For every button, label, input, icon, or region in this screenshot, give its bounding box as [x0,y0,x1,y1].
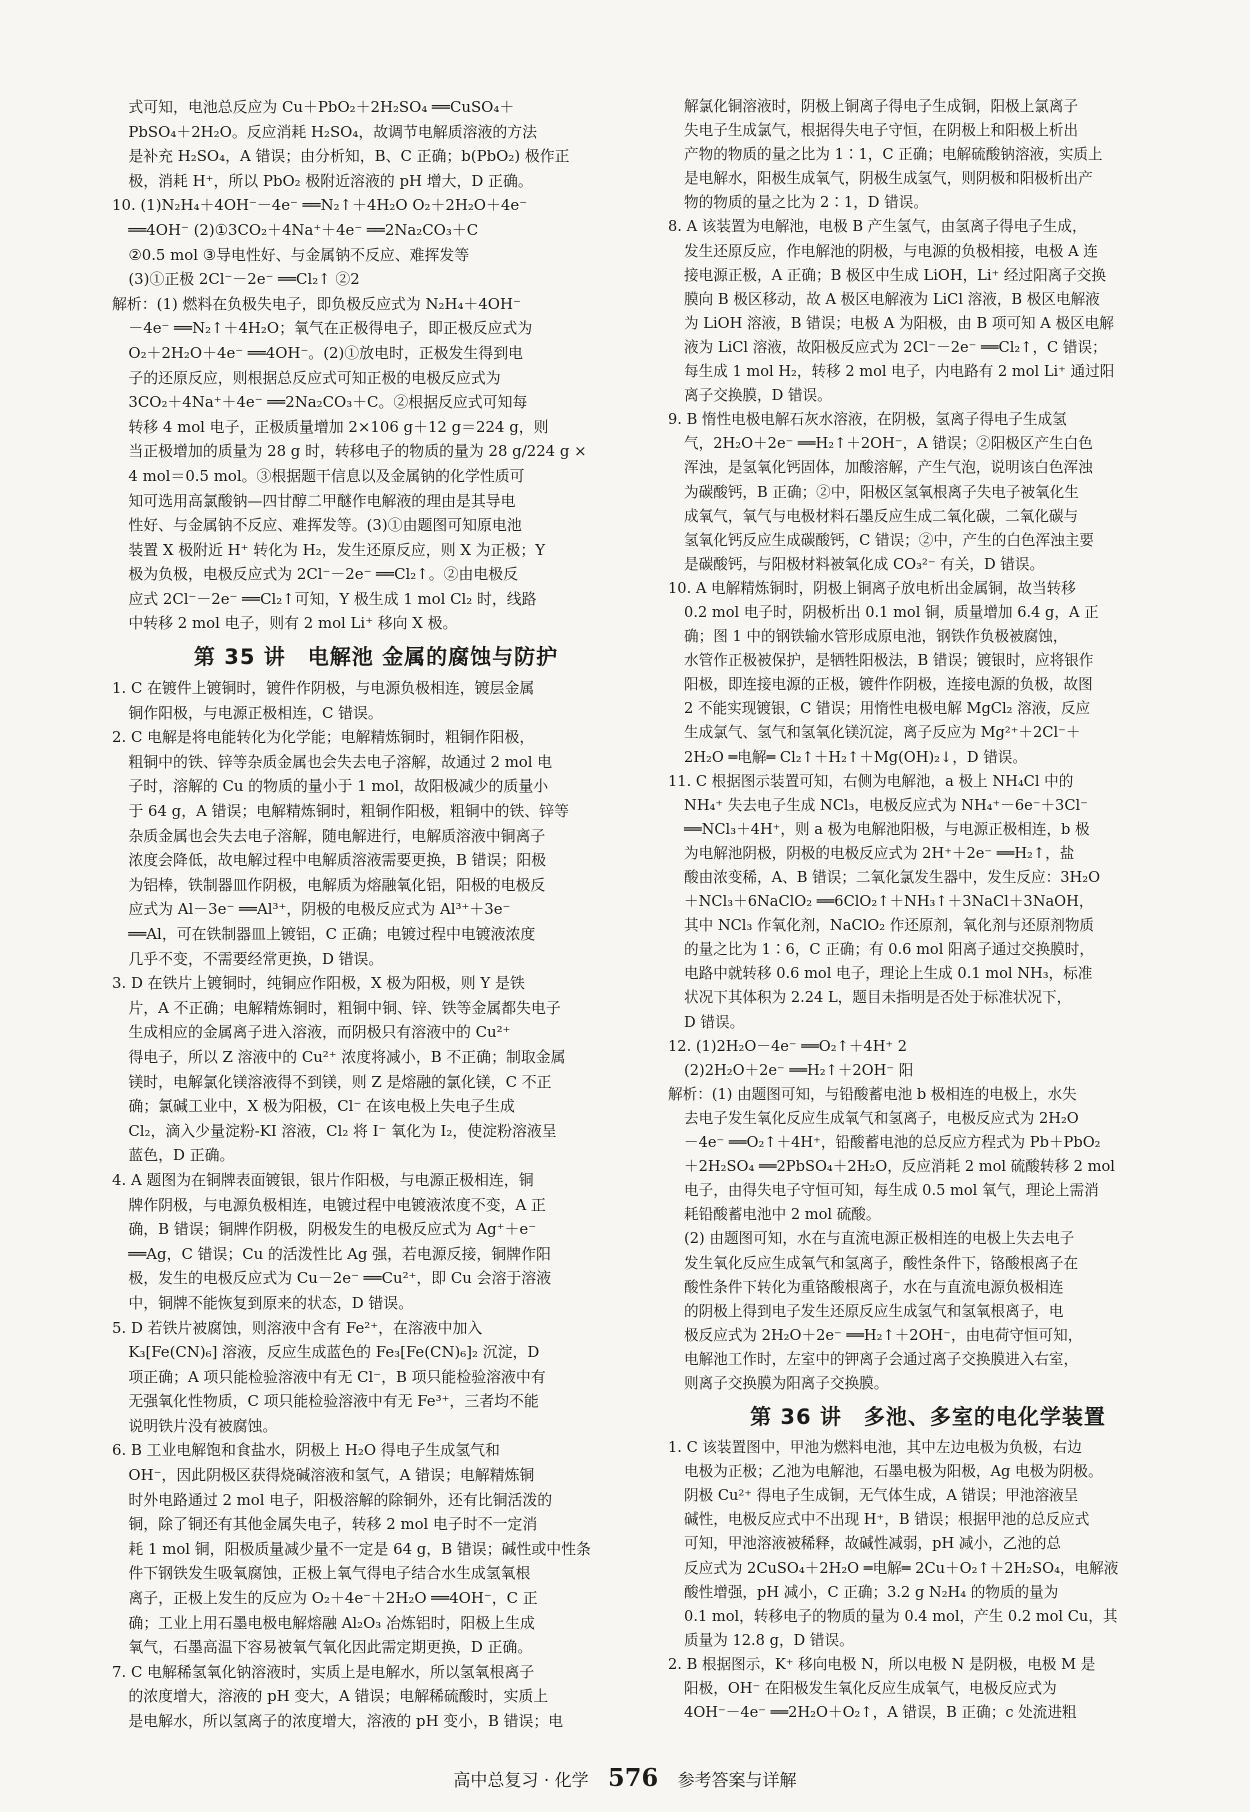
text-line: 2. C 电解是将电能转化为化学能；电解精炼铜时，粗铜作阳极， [112,728,535,747]
text-line: 8. A 该装置为电解池，电极 B 产生氢气，由氢离子得电子生成， [668,218,1087,236]
text-line: 时外电路通过 2 mol 电子，阳极溶解的除铜外，还有比铜活泼的 [128,1490,553,1509]
text-line: 膜向 B 极区移动，故 A 极区电解液为 LiCl 溶液，B 极区电解液 [684,290,1100,308]
text-line: D 错误。 [684,1013,745,1031]
text-line: 12. (1)2H₂O－4e⁻ ══O₂↑＋4H⁺ 2 [668,1037,908,1055]
text-line: 粗铜中的铁、锌等杂质金属也会失去电子溶解，故通过 2 mol 电 [128,752,553,771]
text-line: 是电解水，阳极生成氧气，阴极生成氢气，则阴极和阳极析出产 [684,170,1093,188]
text-line: 为 LiOH 溶液，B 错误；电极 A 为阳极，由 B 项可知 A 极区电解 [684,314,1114,332]
text-line: 于 64 g，A 错误；电解精炼铜时，粗铜作阳极，粗铜中的铁、锌等 [128,802,569,821]
text-line: 11. C 根据图示装置可知，右侧为电解池，a 极上 NH₄Cl 中的 [668,772,1074,790]
text-line: 确；工业上用石墨电极电解熔融 Al₂O₃ 冶炼铝时，阳极上生成 [128,1613,535,1632]
text-line: 项正确；A 项只能检验溶液中有无 Cl⁻，B 项只能检验溶液中有 [128,1367,546,1386]
text-line: 10. A 电解精炼铜时，阴极上铜离子放电析出金属铜，故当转移 [668,579,1076,597]
text-line: 可知，甲池溶液被稀释，故碱性减弱，pH 减小，乙池的总 [684,1535,1062,1553]
text-line: 为铝棒，铁制器皿作阴极，电解质为熔融氧化铝，阳极的电极反 [128,875,546,894]
text-line: 的量之比为 1∶6，C 正确；有 0.6 mol 阳离子通过交换膜时， [684,941,1094,959]
text-line: 转移 4 mol 电子，正极质量增加 2×106 g＋12 g＝224 g，则 [128,417,549,436]
text-line: 酸性条件下转化为重铬酸根离子，水在与直流电源负极相连 [684,1278,1064,1296]
text-line: 10. (1)N₂H₄＋4OH⁻－4e⁻ ══N₂↑＋4H₂O O₂＋2H₂O＋4e⁻ [112,196,528,215]
text-line: 5. D 若铁片被腐蚀，则溶液中含有 Fe²⁺，在溶液中加入 [112,1318,483,1337]
text-line: 应式为 Al－3e⁻ ══Al³⁺，阴极的电极反应式为 Al³⁺＋3e⁻ [128,900,511,919]
text-line: 确；氯碱工业中，X 极为阳极，Cl⁻ 在该电极上失电子生成 [128,1097,515,1116]
right-answers-block [668,1436,1188,1725]
text-line: 产物的物质的量之比为 1∶1，C 正确；电解硫酸钠溶液，实质上 [684,146,1103,164]
text-line: 接电源正极，A 正确；B 极区中生成 LiOH，Li⁺ 经过阳离子交换 [684,266,1107,284]
text-line: 浓度会降低，故电解过程中电解质溶液需要更换，B 错误；阳极 [128,851,547,870]
text-line: 中转移 2 mol 电子，则有 2 mol Li⁺ 移向 X 极。 [128,614,458,633]
text-line: NH₄⁺ 失去电子生成 NCl₃，电极反应式为 NH₄⁺－6e⁻＋3Cl⁻ [684,796,1088,814]
text-line: 电解池工作时，左室中的钾离子会通过离子交换膜进入右室， [684,1350,1079,1368]
text-line: 铜，除了铜还有其他金属失电子，转移 2 mol 电子时不一定消 [128,1515,538,1534]
text-line: 是补充 H₂SO₄，A 错误；由分析知，B、C 正确；b(PbO₂) 极作正 [128,147,570,166]
text-line: 失电子生成氯气，根据得失电子守恒，在阴极上和阳极上析出 [684,122,1079,140]
text-line: ══Al，可在铁制器皿上镀铝，C 正确；电镀过程中电镀液浓度 [128,925,536,943]
text-line: 阴极 Cu²⁺ 得电子生成铜，无气体生成，A 错误；甲池溶液呈 [684,1487,1079,1505]
text-line: 电极为正极；乙池为电解池，石墨电极为阳极，Ag 电极为阴极。 [684,1463,1103,1481]
text-line: 4. A 题图为在铜牌表面镀银，银片作阳极，与电源正极相连，铜 [112,1170,534,1189]
text-line: 反应式为 2CuSO₄＋2H₂O ═电解═ 2Cu＋O₂↑＋2H₂SO₄，电解液 [684,1559,1119,1577]
text-line: 极为负极，电极反应式为 2Cl⁻－2e⁻ ══Cl₂↑。②由电极反 [128,565,519,584]
text-line: 性好、与金属钠不反应、难挥发等。(3)①由题图可知原电池 [128,516,522,535]
text-line: 生成相应的金属离子进入溶液，而阴极只有溶液中的 Cu²⁺ [128,1023,511,1042]
text-line: 碱性，电极反应式中不出现 H⁺，B 错误；根据甲池的总反应式 [684,1511,1090,1529]
text-line: 6. B 工业电解饱和食盐水，阴极上 H₂O 得电子生成氢气和 [112,1441,500,1460]
text-line: 耗铅酸蓄电池中 2 mol 硫酸。 [684,1206,881,1224]
text-line: 气，2H₂O＋2e⁻ ══H₂↑＋2OH⁻，A 错误；②阳极区产生白色 [684,435,1093,453]
text-line: 解氯化铜溶液时，阴极上铜离子得电子生成铜，阳极上氯离子 [684,98,1079,115]
left-answers-block [112,676,640,1734]
text-line: －4e⁻ ══O₂↑＋4H⁺，铅酸蓄电池的总反应方程式为 Pb＋PbO₂ [684,1134,1101,1152]
text-line: 子时，溶解的 Cu 的物质的量小于 1 mol，故阳极减少的质量小 [128,777,549,796]
text-line: O₂＋2H₂O＋4e⁻ ══4OH⁻。(2)①放电时，正极发生得到电 [128,343,523,362]
text-line: ══NCl₃＋4H⁺，则 a 极为电解池阳极，与电源正极相连，b 极 [684,820,1090,838]
page-footer [0,1765,1250,1795]
text-line: 2. B 根据图示，K⁺ 移向电极 N，所以电极 N 是阴极，电极 M 是 [668,1655,1096,1673]
text-line: 为电解池阴极，阴极的电极反应式为 2H⁺＋2e⁻ ══H₂↑，盐 [684,844,1075,862]
text-line: 的浓度增大，溶液的 pH 变大，A 错误；电解稀硫酸时，实质上 [128,1687,549,1706]
text-line: 4 mol＝0.5 mol。③根据题干信息以及金属钠的化学性质可 [128,466,525,485]
left-column [112,95,640,1734]
text-line: 生成氯气、氢气和氢氧化镁沉淀，离子反应为 Mg²⁺＋2Cl⁻＋ [684,724,1081,742]
text-line: 2 不能实现镀银，C 错误；用惰性电极电解 MgCl₂ 溶液，反应 [684,700,1091,718]
right-text-block [668,95,1188,1396]
text-line: 氧气，石墨高温下容易被氧气氧化因此需定期更换，D 正确。 [128,1638,533,1657]
text-line: 为碳酸钙，B 正确；②中，阳极区氢氧根离子失电子被氧化生 [684,483,1079,501]
text-line: 极反应式为 2H₂O＋2e⁻ ══H₂↑＋2OH⁻，由电荷守恒可知， [684,1326,1083,1344]
text-line: 中，铜牌不能恢复到原来的状态，D 错误。 [128,1293,414,1312]
section-title: 多池、多室的电化学装置 [863,1405,1106,1430]
text-line: 3. D 在铁片上镀铜时，纯铜应作阳极，X 极为阳极，则 Y 是铁 [112,974,525,993]
text-line: ＋2H₂SO₄ ══2PbSO₄＋2H₂O，反应消耗 2 mol 硫酸转移 2 mol [684,1158,1115,1176]
text-line: 发生氧化反应生成氧气和氢离子，酸性条件下，铬酸根离子在 [684,1254,1079,1272]
text-line: 极，消耗 H⁺，所以 PbO₂ 极附近溶液的 pH 增大，D 正确。 [128,171,533,190]
text-line: 镁时，电解氯化镁溶液得不到镁，则 Z 是熔融的氯化镁，C 不正 [128,1072,552,1091]
text-line: ══4OH⁻ (2)①3CO₂＋4Na⁺＋4e⁻ ══2Na₂CO₃＋C [128,220,479,239]
text-line: 9. B 惰性电极电解石灰水溶液，在阴极，氢离子得电子生成氢 [668,411,1067,429]
text-line: 氢氧化钙反应生成碳酸钙，C 错误；②中，产生的白色浑浊主要 [684,531,1094,549]
text-line: 水管作正极被保护，是牺牲阳极法，B 错误；镀银时，应将银作 [684,652,1094,670]
footer-section-title: 参考答案与详解 [677,1771,797,1791]
text-line: 每生成 1 mol H₂，转移 2 mol 电子，内电路有 2 mol Li⁺ 通过阳 [684,363,1115,381]
text-line: 装置 X 极附近 H⁺ 转化为 H₂，发生还原反应，则 X 为正极；Y [128,540,546,559]
text-line: 式可知，电池总反应为 Cu＋PbO₂＋2H₂SO₄ ══CuSO₄＋ [128,98,515,116]
text-line: 确，B 错误；铜牌作阴极，阴极发生的电极反应式为 Ag⁺＋e⁻ [128,1220,537,1239]
text-line: 其中 NCl₃ 作氧化剂，NaClO₂ 作还原剂，氧化剂与还原剂物质 [684,917,1095,935]
text-line: 7. C 电解稀氢氧化钠溶液时，实质上是电解水，所以氢氧根离子 [112,1662,535,1681]
right-column [668,95,1188,1725]
text-line: 子的还原反应，则根据总反应式可知正极的电极反应式为 [128,368,501,387]
text-line: 几乎不变，不需要经常更换，D 错误。 [128,949,384,968]
text-line: 物的物质的量之比为 2∶1，D 错误。 [684,194,928,212]
text-line: 铜作阳极，与电源正极相连，C 错误。 [128,703,383,722]
text-line: 2H₂O ═电解═ Cl₂↑＋H₂↑＋Mg(OH)₂↓，D 错误。 [684,748,1027,766]
page-number: 576 [608,1763,659,1792]
text-line: 得电子，所以 Z 溶液中的 Cu²⁺ 浓度将减小，B 不正确；制取金属 [128,1047,566,1066]
text-line: 牌作阴极，与电源负极相连，电镀过程中电镀液浓度不变，A 正 [128,1195,546,1214]
text-line: ＋NCl₃＋6NaClO₂ ══6ClO₂↑＋NH₃↑＋3NaCl＋3NaOH， [684,893,1094,911]
text-line: 3CO₂＋4Na⁺＋4e⁻ ══2Na₂CO₃＋C。②根据反应式可知每 [128,393,528,412]
left-text-block [112,95,640,636]
text-line: (2) 由题图可知，水在与直流电源正极相连的电极上失去电子 [684,1230,1075,1248]
text-line: 发生还原反应，作电解池的阴极，与电源的负极相接，电极 A 连 [684,242,1098,260]
footer-book-title: 高中总复习 · 化学 [453,1771,589,1791]
text-line: 无强氧化性物质，C 项只能检验溶液中有无 Fe³⁺，三者均不能 [128,1392,539,1411]
text-line: ②0.5 mol ③导电性好、与金属钠不反应、难挥发等 [128,245,470,264]
text-line: 电路中就转移 0.6 mol 电子，理论上生成 0.1 mol NH₃，标准 [684,965,1093,983]
text-line: 极，发生的电极反应式为 Cu－2e⁻ ══Cu²⁺，即 Cu 会溶于溶液 [128,1269,552,1288]
text-line: 1. C 在镀件上镀铜时，镀件作阴极，与电源负极相连，镀层金属 [112,679,535,698]
section-number: 第 36 讲 [750,1405,842,1430]
text-line: 是电解水，所以氢离子的浓度增大，溶液的 pH 变小，B 错误；电 [128,1712,564,1730]
text-line: 状况下其体积为 2.24 L，题目未指明是否处于标准状况下， [684,989,1072,1007]
text-line: 酸由浓变稀，A、B 错误；二氧化氯发生器中，发生反应：3H₂O [684,869,1101,886]
text-line: 则离子交换膜为阳离子交换膜。 [684,1374,889,1392]
section-36-heading [668,1402,1188,1432]
text-line: OH⁻，因此阴极区获得烧碱溶液和氢气，A 错误；电解精炼铜 [128,1466,535,1485]
text-line: 是碳酸钙，与阳极材料被氧化成 CO₃²⁻ 有关，D 错误。 [684,555,1045,573]
text-line: 蓝色，D 正确。 [128,1146,235,1165]
text-line: K₃[Fe(CN)₆] 溶液，反应生成蓝色的 Fe₃[Fe(CN)₆]₂ 沉淀，D [128,1343,540,1362]
text-line: 的阴极上得到电子发生还原反应生成氢气和氢氧根离子，电 [684,1302,1064,1320]
text-line: 解析：(1) 由题图可知，与铅酸蓄电池 b 极相连的电极上，水失 [668,1085,1077,1103]
text-line: 阳极，OH⁻ 在阳极发生氧化反应生成氧气，电极反应式为 [684,1680,1057,1697]
text-line: 说明铁片没有被腐蚀。 [128,1416,278,1435]
text-line: 知可选用高氯酸钠—四甘醇二甲醚作电解液的理由是其导电 [128,491,516,510]
section-title: 电解池 金属的腐蚀与防护 [307,645,559,670]
text-line: 液为 LiCl 溶液，故阳极反应式为 2Cl⁻－2e⁻ ══Cl₂↑，C 错误； [684,338,1107,356]
text-line: 耗 1 mol 铜，阳极质量减少量不一定是 64 g，B 错误；碱性或中性条 [128,1539,591,1558]
text-line: ══Ag，C 错误；Cu 的活泼性比 Ag 强，若电源反接，铜牌作阳 [128,1244,551,1263]
text-line: (2)2H₂O＋2e⁻ ══H₂↑＋2OH⁻ 阳 [684,1061,914,1079]
text-line: 浑浊，是氢氧化钙固体，加酸溶解，产生气泡，说明该白色浑浊 [684,459,1093,477]
text-line: 电子，由得失电子守恒可知，每生成 0.5 mol 氧气，理论上需消 [684,1182,1099,1200]
text-line: 阳极，即连接电源的正极，镀件作阴极，连接电源的负极，故图 [684,676,1093,694]
text-line: 当正极增加的质量为 28 g 时，转移电子的物质的量为 28 g/224 g × [128,442,587,461]
text-line: 酸性增强，pH 减小，C 正确；3.2 g N₂H₄ 的物质的量为 [684,1583,1059,1601]
text-line: －4e⁻ ══N₂↑＋4H₂O；氧气在正极得电子，即正极反应式为 [128,319,533,338]
text-line: 0.1 mol，转移电子的物质的量为 0.4 mol，产生 0.2 mol Cu，其 [684,1607,1118,1625]
text-line: Cl₂，滴入少量淀粉-KI 溶液，Cl₂ 将 I⁻ 氧化为 I₂，使淀粉溶液呈 [128,1121,557,1140]
text-line: 离子交换膜，D 错误。 [684,387,832,405]
text-line: 杂质金属也会失去电子溶解，随电解进行，电解质溶液中铜离子 [128,826,546,845]
text-line: 离子，正极上发生的反应为 O₂＋4e⁻＋2H₂O ══4OH⁻，C 正 [128,1589,538,1608]
text-line: PbSO₄＋2H₂O。反应消耗 H₂SO₄，故调节电解质溶液的方法 [128,122,538,141]
text-line: 片，A 不正确；电解精炼铜时，粗铜中铜、锌、铁等金属都失电子 [128,998,561,1017]
text-line: 件下钢铁发生吸氧腐蚀，正极上氧气得电子结合水生成氢氧根 [128,1564,531,1583]
text-line: 去电子发生氧化反应生成氧气和氢离子，电极反应式为 2H₂O [684,1109,1079,1127]
text-line: 确；图 1 中的钢铁输水管形成原电池，钢铁作负极被腐蚀， [684,628,1068,646]
text-line: 解析：(1) 燃料在负极失电子，即负极反应式为 N₂H₄＋4OH⁻ [112,294,521,313]
text-line: 4OH⁻－4e⁻ ══2H₂O＋O₂↑，A 错误，B 正确；c 处流进粗 [684,1704,1077,1722]
text-line: 成氧气，氧气与电极材料石墨反应生成二氧化碳，二氧化碳与 [684,507,1079,525]
section-35-heading [112,642,640,672]
text-line: 0.2 mol 电子时，阴极析出 0.1 mol 铜，质量增加 6.4 g，A 正 [684,603,1099,621]
section-number: 第 35 讲 [193,645,286,670]
text-line: 质量为 12.8 g，D 错误。 [684,1631,854,1649]
text-line: 1. C 该装置图中，甲池为燃料电池，其中左边电极为负极，右边 [668,1439,1082,1457]
text-line: 应式 2Cl⁻－2e⁻ ══Cl₂↑可知，Y 极生成 1 mol Cl₂ 时，线路 [128,589,537,608]
text-line: (3)①正极 2Cl⁻－2e⁻ ══Cl₂↑ ②2 [128,270,360,289]
